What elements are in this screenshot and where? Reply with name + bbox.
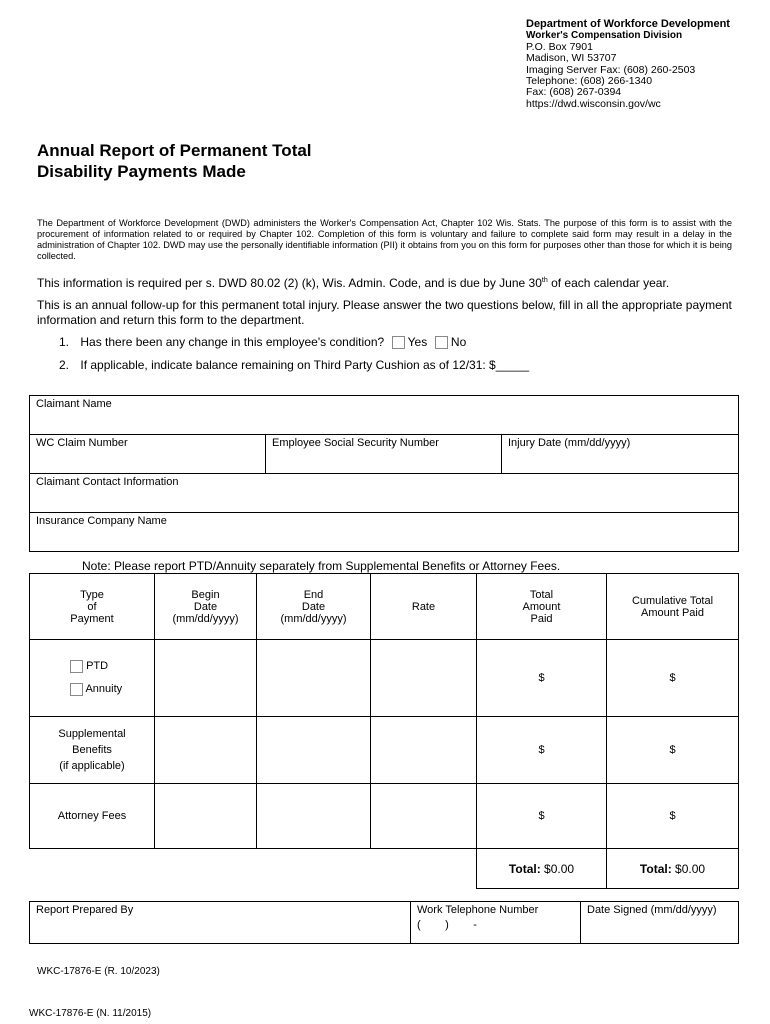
followup-paragraph: This is an annual follow-up for this permanent total injury. Please answer the two questions below, fill in all the appropriate payment information and return this form to the department. bbox=[37, 298, 732, 327]
supplemental-total-input[interactable] bbox=[477, 717, 607, 784]
header-end-line: Date bbox=[301, 600, 326, 613]
attorney-total-input[interactable] bbox=[477, 784, 607, 849]
claimant-name-field[interactable] bbox=[30, 396, 739, 435]
payment-note: Note: Please report PTD/Annuity separately from Supplemental Benefits or Attorney Fees. bbox=[82, 559, 561, 573]
requirement-superscript: th bbox=[541, 277, 548, 284]
total-paid-value: $0.00 bbox=[544, 861, 575, 876]
header-type-line: Payment bbox=[70, 612, 114, 625]
ptd-label: PTD bbox=[86, 660, 109, 672]
fax-line: Fax: (608) 267-0394 bbox=[526, 86, 622, 99]
fax-imaging-line: Imaging Server Fax: (608) 260-2503 bbox=[526, 63, 696, 76]
department-address-block bbox=[526, 19, 766, 110]
supplemental-end-date-input[interactable] bbox=[257, 717, 371, 784]
supplemental-rate-input[interactable] bbox=[371, 717, 477, 784]
supplemental-row bbox=[30, 717, 739, 784]
ptd-rate-input[interactable] bbox=[371, 640, 477, 717]
supplemental-line: Benefits bbox=[72, 744, 112, 756]
empty-cell bbox=[155, 849, 257, 889]
attorney-end-date-input[interactable] bbox=[257, 784, 371, 849]
telephone-line: Telephone: (608) 266-1340 bbox=[526, 75, 653, 88]
ptd-annuity-row bbox=[30, 640, 739, 717]
insurance-company-field[interactable] bbox=[30, 513, 739, 552]
total-label: Total: bbox=[639, 861, 672, 876]
dollar-sign: $ bbox=[538, 672, 545, 684]
total-cumulative-value: $0.00 bbox=[675, 861, 706, 876]
dollar-sign: $ bbox=[538, 744, 545, 756]
dollar-sign: $ bbox=[669, 672, 676, 684]
injury-date-field[interactable] bbox=[502, 435, 739, 474]
title-line-1: Annual Report of Permanent Total bbox=[37, 141, 312, 160]
work-telephone-field[interactable] bbox=[411, 902, 581, 944]
requirement-statement bbox=[37, 276, 757, 290]
header-end-line: End bbox=[303, 588, 324, 601]
supplemental-line: Supplemental bbox=[58, 728, 126, 740]
attorney-fees-row bbox=[30, 784, 739, 849]
attorney-fees-label: Attorney Fees bbox=[30, 784, 155, 849]
contact-label: Claimant Contact Information bbox=[36, 476, 179, 488]
annuity-label: Annuity bbox=[85, 683, 123, 695]
q1-number: 1. bbox=[59, 335, 70, 349]
q2-number: 2. bbox=[59, 358, 70, 372]
claimant-name-label: Claimant Name bbox=[36, 398, 112, 410]
website-link[interactable]: https://dwd.wisconsin.gov/wc bbox=[526, 97, 661, 110]
wc-claim-number-field[interactable] bbox=[30, 435, 266, 474]
phone-format: ( ) - bbox=[417, 919, 477, 931]
no-label: No bbox=[450, 335, 467, 349]
signature-table bbox=[29, 901, 739, 944]
q2-text[interactable]: If applicable, indicate balance remaining on Third Party Cushion as of 12/31: $_____ bbox=[80, 358, 530, 372]
empty-cell bbox=[257, 849, 371, 889]
prepared-by-label: Report Prepared By bbox=[36, 904, 134, 916]
no-checkbox[interactable] bbox=[435, 336, 448, 349]
injury-date-label: Injury Date (mm/dd/yyyy) bbox=[508, 437, 631, 449]
dollar-sign: $ bbox=[538, 810, 545, 822]
claimant-info-table bbox=[29, 395, 739, 552]
header-cumulative bbox=[607, 574, 739, 640]
ptd-checkbox[interactable] bbox=[70, 660, 83, 673]
total-label: Total: bbox=[508, 861, 541, 876]
supplemental-line: (if applicable) bbox=[59, 760, 125, 772]
title-line-2: Disability Payments Made bbox=[37, 162, 246, 181]
dept-name: Department of Workforce Development bbox=[526, 18, 730, 30]
header-type-line: Type bbox=[80, 588, 104, 601]
wc-claim-label: WC Claim Number bbox=[36, 437, 128, 449]
empty-cell bbox=[30, 849, 155, 889]
form-original-number: WKC-17876-E (N. 11/2015) bbox=[29, 1008, 152, 1019]
ptd-total-input[interactable] bbox=[477, 640, 607, 717]
dollar-sign: $ bbox=[669, 744, 676, 756]
yes-label: Yes bbox=[407, 335, 428, 349]
requirement-text: This information is required per s. DWD 80.02 (2) (k), Wis. Admin. Code, and is due by June 30 bbox=[37, 276, 542, 290]
report-prepared-by-field[interactable] bbox=[30, 902, 411, 944]
empty-cell bbox=[371, 849, 477, 889]
header-begin-line: Begin bbox=[191, 588, 220, 601]
division-name: Worker's Compensation Division bbox=[526, 30, 683, 42]
ssn-label: Employee Social Security Number bbox=[272, 437, 439, 449]
total-paid-cell bbox=[477, 849, 607, 889]
header-begin-line: Date bbox=[193, 600, 218, 613]
header-end-date bbox=[257, 574, 371, 640]
q1-text: Has there been any change in this employee's condition? bbox=[80, 335, 385, 349]
intro-paragraph: The Department of Workforce Development (DWD) administers the Worker's Compensation Act, Chapter 102 Wis. Stats. The purpose of this form is to assist with the procurement of information related to or required by Chapter 102. Completion of this form is voluntary and failure to complete said form may result in a delay in the administration of Chapter 102. DWD may use the personally identifiable information (PII) it obtains from you on this form for purposes other than those for which it is being collected. bbox=[37, 218, 732, 261]
header-begin-line: (mm/dd/yyyy) bbox=[172, 612, 239, 625]
claimant-contact-field[interactable] bbox=[30, 474, 739, 513]
ptd-cumulative-input[interactable] bbox=[607, 640, 739, 717]
header-type-line: of bbox=[87, 600, 97, 613]
annuity-checkbox[interactable] bbox=[70, 683, 83, 696]
dollar-sign: $ bbox=[669, 810, 676, 822]
header-total-line: Paid bbox=[530, 612, 553, 625]
form-revision-number: WKC-17876-E (R. 10/2023) bbox=[37, 966, 160, 977]
ptd-annuity-type-cell bbox=[30, 640, 155, 717]
header-total-paid bbox=[477, 574, 607, 640]
header-total-line: Amount bbox=[522, 600, 561, 613]
header-cumulative-line: Cumulative Total bbox=[631, 594, 714, 607]
supplemental-begin-date-input[interactable] bbox=[155, 717, 257, 784]
totals-row bbox=[30, 849, 739, 889]
form-title bbox=[37, 140, 437, 182]
ptd-end-date-input[interactable] bbox=[257, 640, 371, 717]
date-signed-label: Date Signed (mm/dd/yyyy) bbox=[587, 904, 717, 916]
header-total-line: Total bbox=[529, 588, 554, 601]
header-type bbox=[30, 574, 155, 640]
payment-header-row bbox=[30, 574, 739, 640]
attorney-cumulative-input[interactable] bbox=[607, 784, 739, 849]
address-line: P.O. Box 7901 bbox=[526, 40, 593, 53]
payment-table bbox=[29, 573, 739, 889]
address-line: Madison, WI 53707 bbox=[526, 52, 617, 65]
header-end-line: (mm/dd/yyyy) bbox=[280, 612, 347, 625]
question-1 bbox=[59, 335, 759, 349]
phone-label: Work Telephone Number bbox=[417, 904, 539, 916]
header-begin-date bbox=[155, 574, 257, 640]
date-signed-field[interactable] bbox=[581, 902, 739, 944]
total-cumulative-cell bbox=[607, 849, 739, 889]
requirement-text-end: of each calendar year. bbox=[547, 276, 670, 290]
header-cumulative-line: Amount Paid bbox=[641, 606, 704, 619]
supplemental-type-cell bbox=[30, 717, 155, 784]
question-2 bbox=[59, 358, 759, 372]
insurance-label: Insurance Company Name bbox=[36, 515, 167, 527]
attorney-begin-date-input[interactable] bbox=[155, 784, 257, 849]
ssn-field[interactable] bbox=[266, 435, 502, 474]
header-rate: Rate bbox=[371, 574, 477, 640]
ptd-begin-date-input[interactable] bbox=[155, 640, 257, 717]
yes-checkbox[interactable] bbox=[392, 336, 405, 349]
supplemental-cumulative-input[interactable] bbox=[607, 717, 739, 784]
attorney-rate-input[interactable] bbox=[371, 784, 477, 849]
